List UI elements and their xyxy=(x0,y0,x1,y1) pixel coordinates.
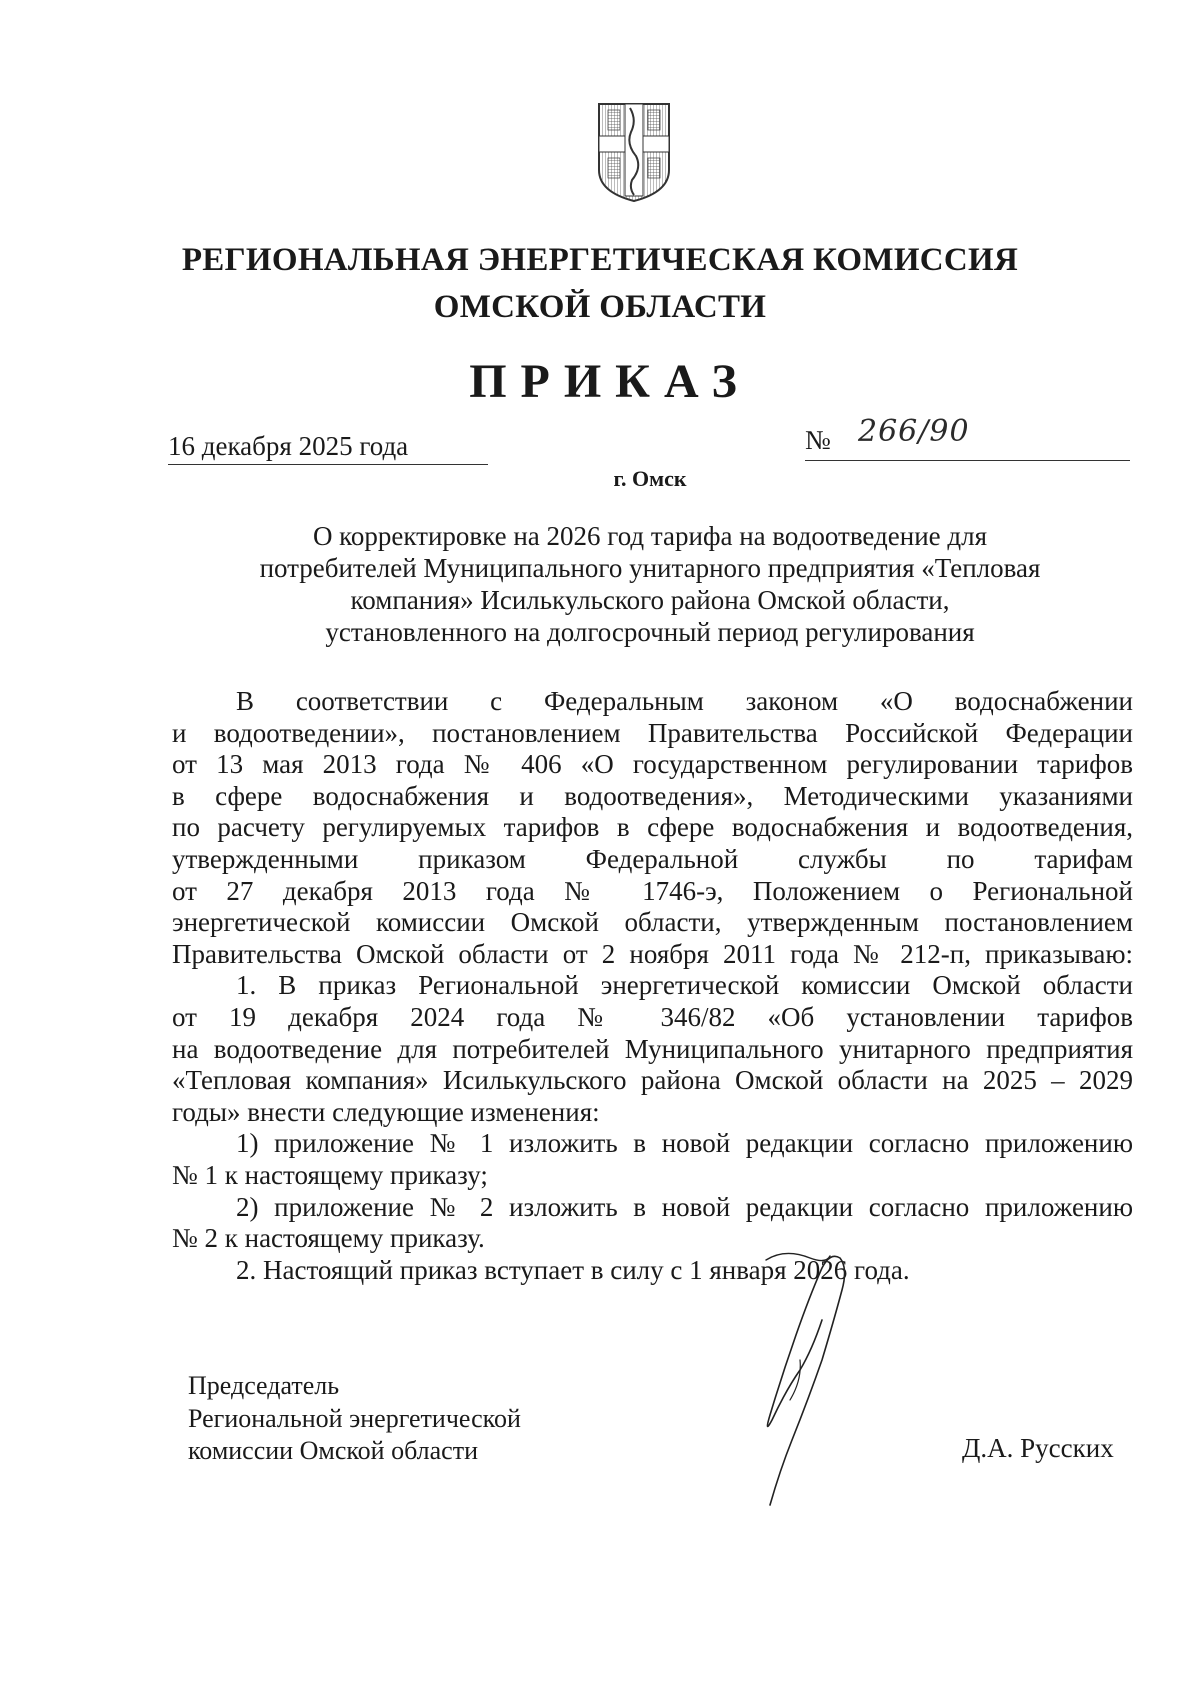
body-line: 2. Настоящий приказ вступает в силу с 1 января 2026 года. xyxy=(236,1254,910,1285)
body-line: 2) приложение № 2 изложить в новой редакции согласно приложению xyxy=(236,1191,1133,1222)
subject-line: компания» Исилькульского района Омской области, xyxy=(350,585,950,615)
coat-of-arms-emblem xyxy=(596,100,672,204)
body-line: энергетической комиссии Омской области, утвержденным постановлением xyxy=(172,907,1133,938)
body-line: от 27 декабря 2013 года № 1746-э, Положением о Региональной xyxy=(172,875,1133,906)
subject-line: потребителей Муниципального унитарного предприятия «Тепловая xyxy=(259,553,1041,583)
signer-title-line: Региональной энергетической xyxy=(188,1403,521,1433)
body-line: 1) приложение № 1 изложить в новой редакции согласно приложению xyxy=(236,1128,1133,1159)
body-line: В соответствии с Федеральным законом «О водоснабжении xyxy=(236,686,1133,716)
organization-name-line-2: ОМСКОЙ ОБЛАСТИ xyxy=(433,289,767,325)
body-line: утвержденными приказом Федеральной службы по тарифам xyxy=(172,843,1133,874)
document-number-handwritten: 266/90 xyxy=(858,414,970,449)
body-line: в сфере водоснабжения и водоотведения», Методическими указаниями xyxy=(172,780,1133,811)
body-line: «Тепловая компания» Исилькульского района Омской области на 2025 – 2029 xyxy=(172,1065,1133,1096)
number-sign: № xyxy=(805,425,831,455)
signer-title-line: комиссии Омской области xyxy=(188,1436,478,1465)
body-line: 1. В приказ Региональной энергетической комиссии Омской области xyxy=(236,970,1133,1001)
body-line: от 19 декабря 2024 года № 346/82 «Об установлении тарифов xyxy=(172,1001,1133,1032)
body-line: по расчету регулируемых тарифов в сфере водоснабжения и водоотведения, xyxy=(172,812,1133,843)
signer-title-line: Председатель xyxy=(188,1371,340,1400)
signer-title xyxy=(188,1370,521,1468)
document-body xyxy=(172,686,1133,1286)
body-line: № 1 к настоящему приказу; xyxy=(172,1159,488,1190)
subject-line: установленного на долгосрочный период регулирования xyxy=(325,617,975,647)
subject-line: О корректировке на 2026 год тарифа на водоотведение для xyxy=(312,521,988,551)
document-subject xyxy=(170,520,1130,648)
body-line: № 2 к настоящему приказу. xyxy=(172,1223,485,1254)
body-line: и водоотведении», постановлением Правительства Российской Федерации xyxy=(172,717,1133,748)
handwritten-signature xyxy=(730,1250,880,1510)
body-line: на водоотведение для потребителей Муниципального унитарного предприятия xyxy=(172,1033,1133,1064)
city-label: г. Омск xyxy=(613,466,687,491)
body-line: годы» внести следующие изменения: xyxy=(172,1096,600,1127)
body-line: от 13 мая 2013 года № 406 «О государственном регулировании тарифов xyxy=(172,749,1133,780)
body-line: Правительства Омской области от 2 ноября 2011 года № 212-п, приказываю: xyxy=(172,938,1133,969)
document-type-title: ПРИКАЗ xyxy=(469,355,751,408)
document-date: 16 декабря 2025 года xyxy=(168,431,409,461)
organization-name-line-1: РЕГИОНАЛЬНАЯ ЭНЕРГЕТИЧЕСКАЯ КОМИССИЯ xyxy=(181,242,1019,278)
signer-name: Д.А. Русских xyxy=(962,1433,1114,1463)
